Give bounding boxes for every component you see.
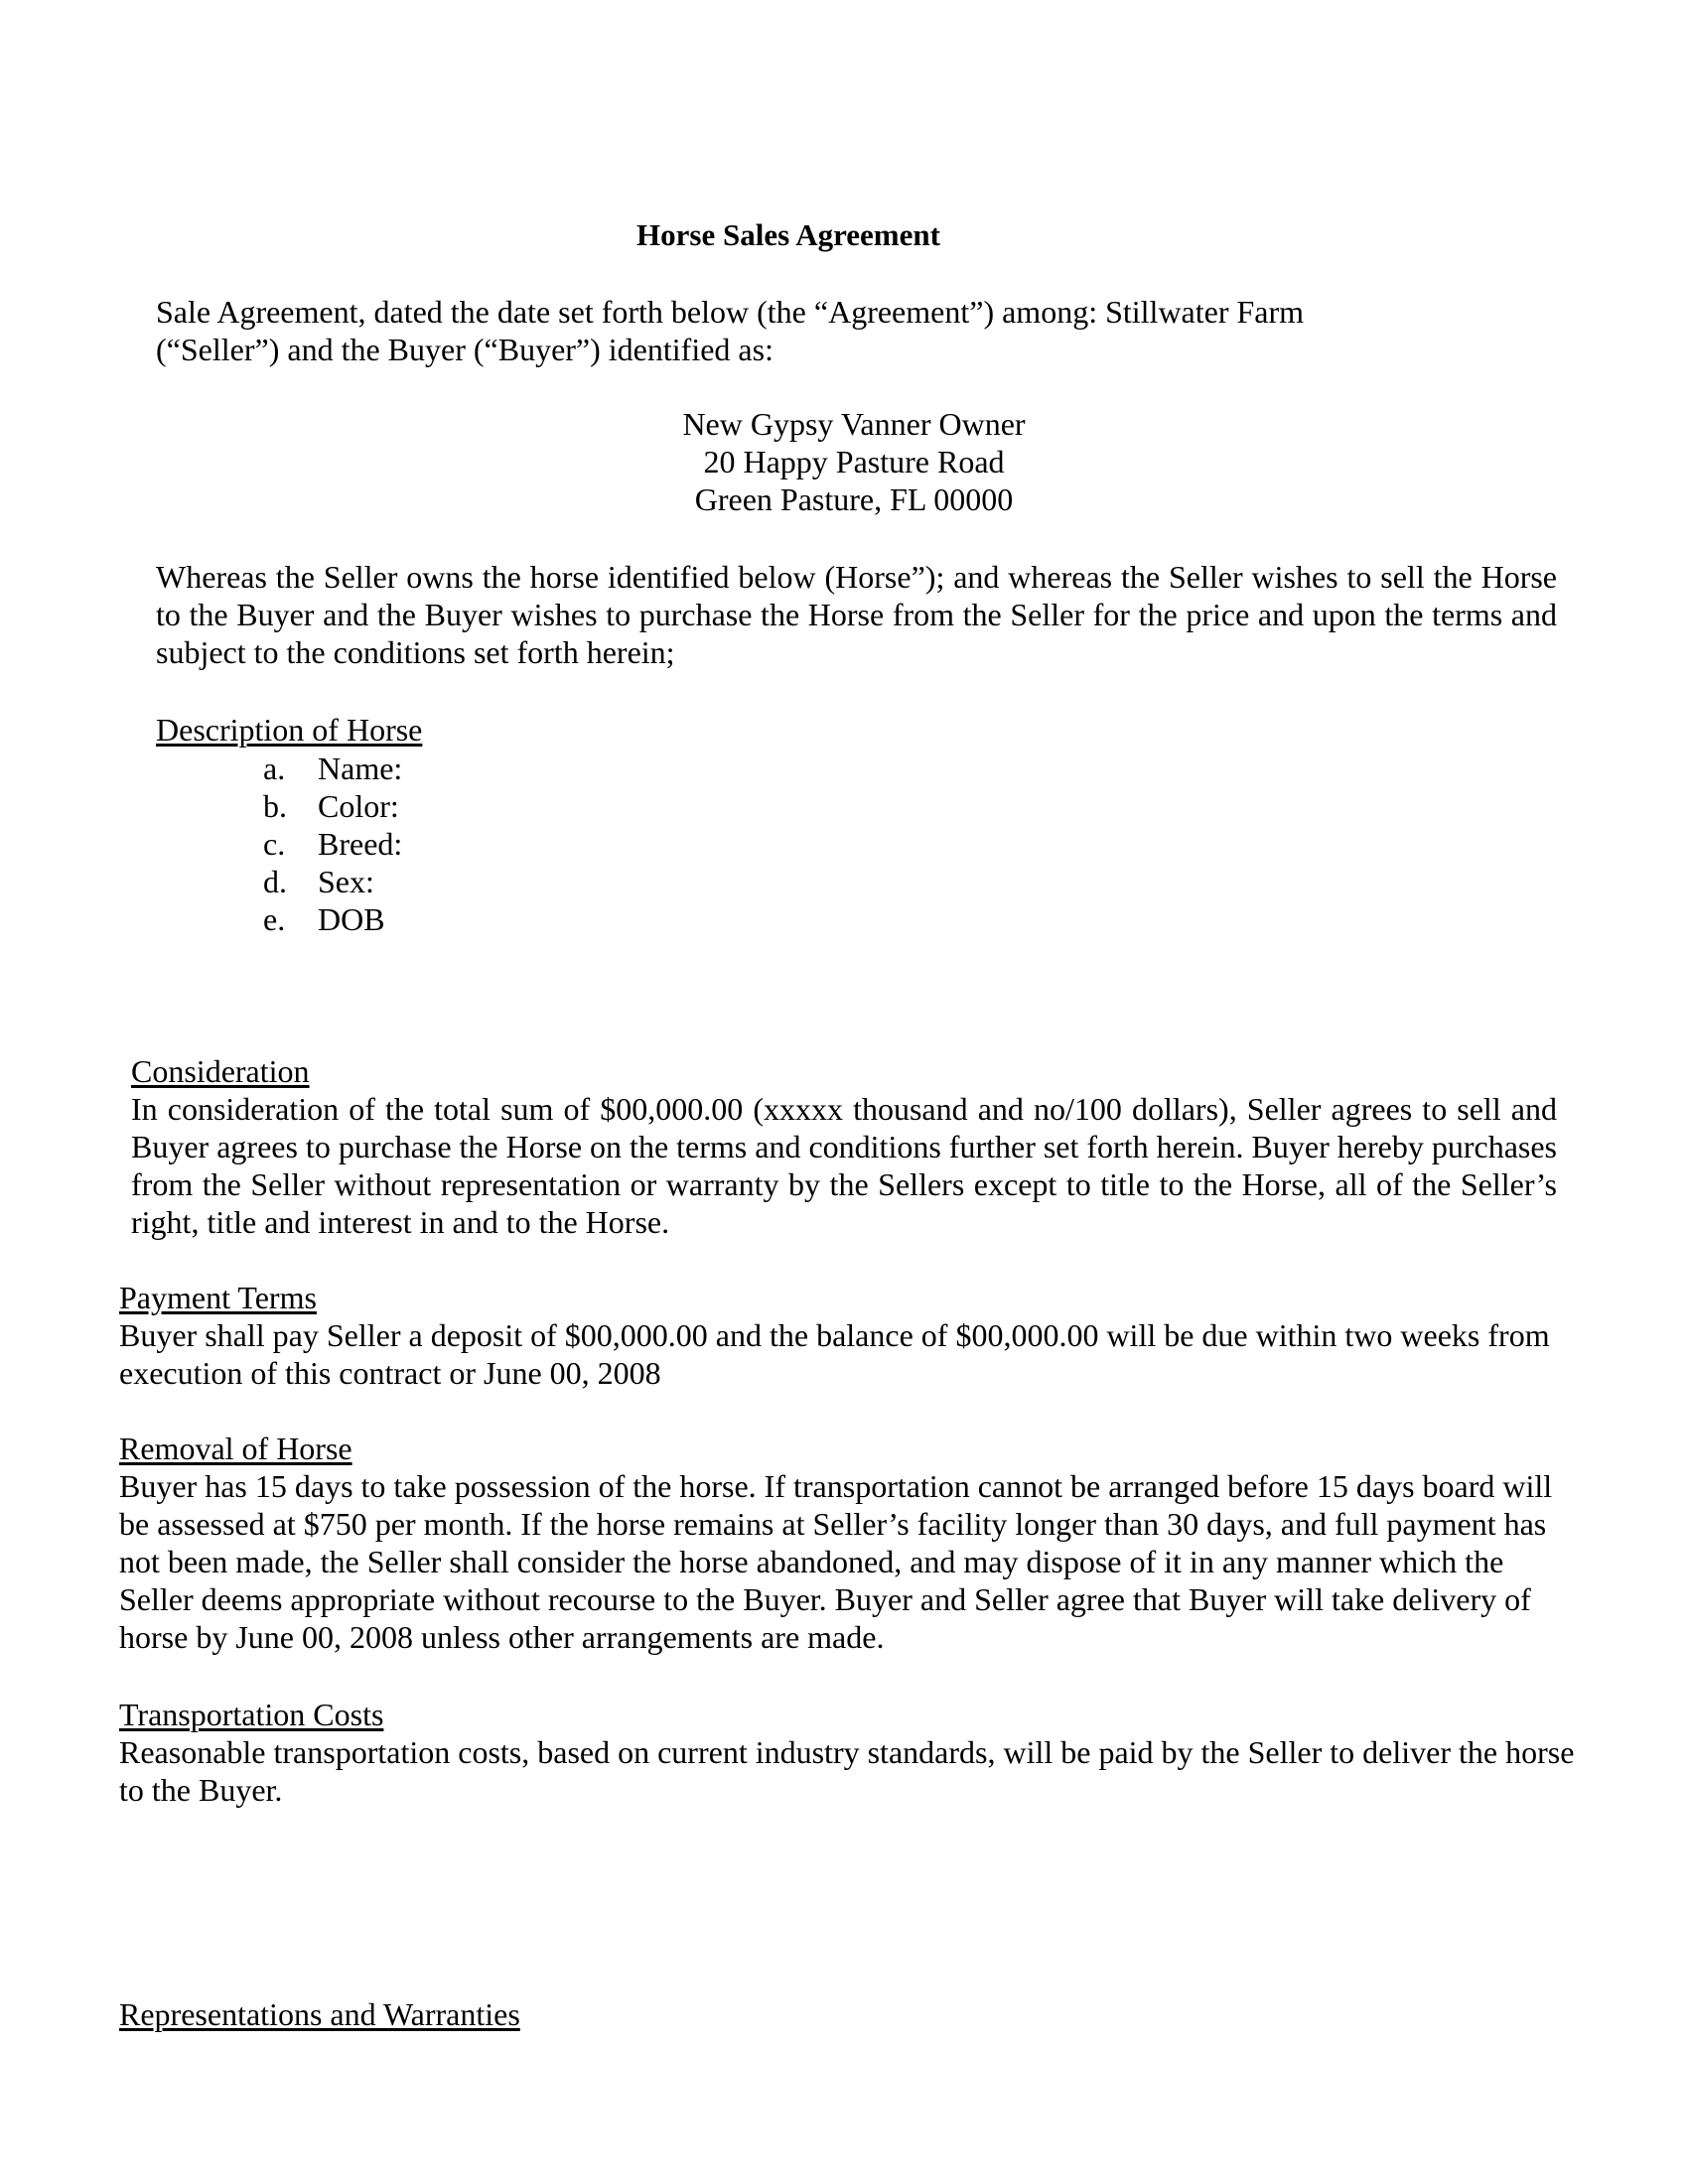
consideration-heading: Consideration bbox=[131, 1053, 310, 1089]
intro-paragraph: Sale Agreement, dated the date set forth below (the “Agreement”) among: Stillwater Farm (“Seller”) and the Buyer (“Buyer”) identified as: bbox=[156, 294, 1305, 367]
list-item bbox=[263, 750, 402, 787]
field-label-color: Color: bbox=[318, 788, 399, 824]
field-label-name: Name: bbox=[318, 751, 403, 786]
field-label-breed: Breed: bbox=[318, 826, 403, 862]
list-marker: a. bbox=[263, 751, 286, 786]
document-title: Horse Sales Agreement bbox=[636, 217, 940, 252]
representations-heading: Representations and Warranties bbox=[119, 1996, 520, 2032]
consideration-paragraph: In consideration of the total sum of $00,000.00 (xxxxx thousand and no/100 dollars), Seller agrees to sell and Buyer agrees to purchase the Horse on the terms and conditions further set forth herein. Buyer hereby purchases from the Seller without representation or warranty by the Sellers except to title to the Horse, all of the Seller’s right, title and interest in and to the Horse. bbox=[131, 1091, 1557, 1240]
list-item bbox=[263, 863, 402, 900]
field-label-dob: DOB bbox=[318, 901, 385, 937]
transportation-paragraph: Reasonable transportation costs, based on current industry standards, will be paid by the Seller to deliver the horse to the Buyer. bbox=[119, 1734, 1575, 1808]
field-label-sex: Sex: bbox=[318, 864, 374, 899]
whereas-paragraph: Whereas the Seller owns the horse identified below (Horse”); and whereas the Seller wishes to sell the Horse to the Buyer and the Buyer wishes to purchase the Horse from the Seller for the price and upon the terms and subject to the conditions set forth herein; bbox=[156, 559, 1557, 670]
horse-description-list bbox=[263, 750, 402, 938]
description-heading: Description of Horse bbox=[156, 712, 423, 748]
payment-terms-heading: Payment Terms bbox=[119, 1280, 317, 1315]
removal-paragraph: Buyer has 15 days to take possession of the horse. If transportation cannot be arranged before 15 days board will be assessed at $750 per month. If the horse remains at Seller’s facility longer than 30 days, and full payment has not been made, the Seller shall consider the horse abandoned, and may dispose of it in any manner which the Seller deems appropriate without recourse to the Buyer. Buyer and Seller agree that Buyer will take delivery of horse by June 00, 2008 unless other arrangements are made. bbox=[119, 1468, 1553, 1655]
buyer-street-line: 20 Happy Pasture Road bbox=[703, 444, 1005, 479]
removal-heading: Removal of Horse bbox=[119, 1431, 352, 1466]
list-marker: e. bbox=[263, 901, 286, 937]
buyer-city-line: Green Pasture, FL 00000 bbox=[694, 481, 1014, 517]
transportation-heading: Transportation Costs bbox=[119, 1697, 384, 1732]
buyer-name-line: New Gypsy Vanner Owner bbox=[682, 406, 1026, 442]
payment-terms-paragraph: Buyer shall pay Seller a deposit of $00,000.00 and the balance of $00,000.00 will be due within two weeks from execution of this contract or June 00, 2008 bbox=[119, 1317, 1550, 1391]
buyer-address-block bbox=[526, 405, 1182, 518]
list-item bbox=[263, 825, 402, 863]
list-marker: c. bbox=[263, 826, 286, 862]
list-item bbox=[263, 787, 402, 825]
list-marker: b. bbox=[263, 788, 287, 824]
list-item bbox=[263, 900, 402, 938]
list-marker: d. bbox=[263, 864, 287, 899]
